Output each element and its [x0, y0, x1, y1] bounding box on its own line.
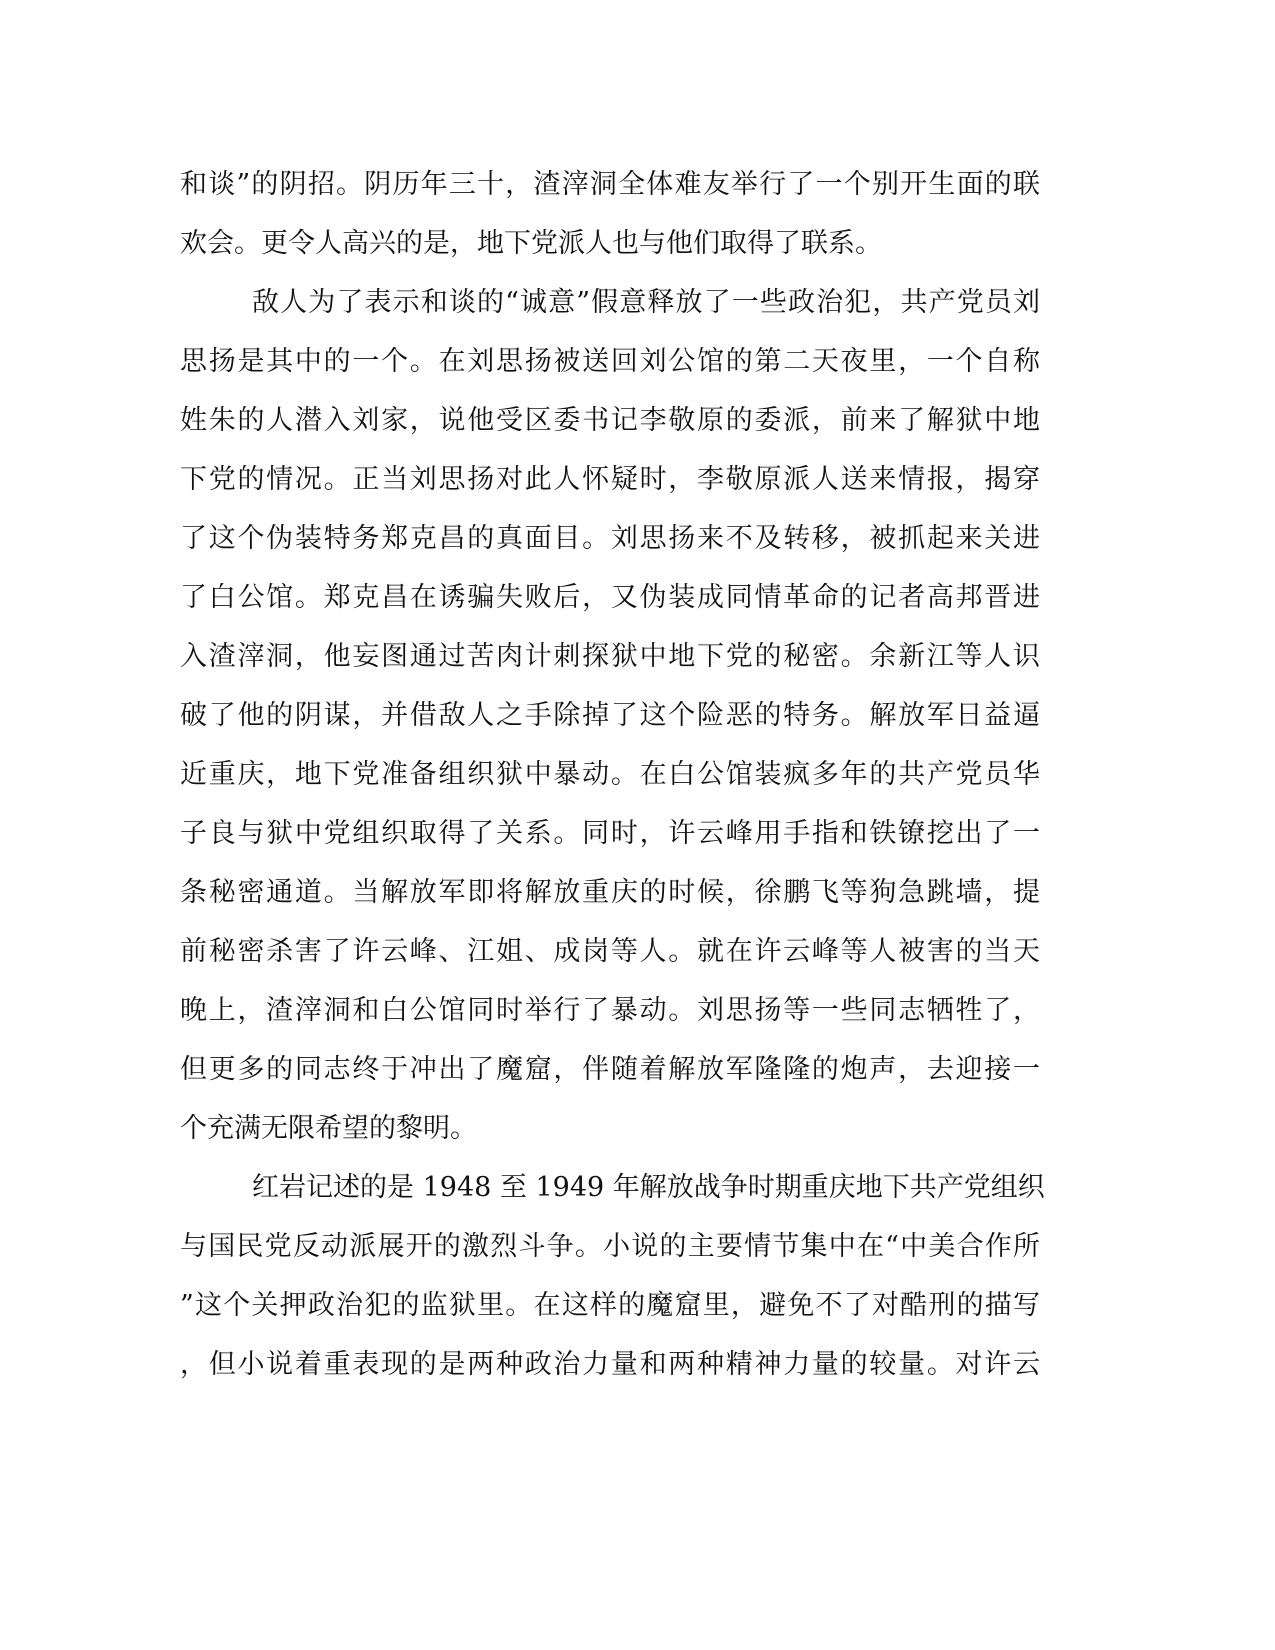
text-line: 近重庆，地下党准备组织狱中暴动。在白公馆装疯多年的共产党员华 — [180, 759, 1040, 790]
text-line: 与国民党反动派展开的激烈斗争。小说的主要情节集中在“中美合作所 — [180, 1231, 1040, 1262]
text-line: ，但小说着重表现的是两种政治力量和两种精神力量的较量。对许云 — [180, 1349, 1040, 1380]
text-line: 红岩记述的是 1948 至 1949 年解放战争时期重庆地下共产党组织 — [252, 1172, 1045, 1203]
text-line: 前秘密杀害了许云峰、江姐、成岗等人。就在许云峰等人被害的当天 — [180, 936, 1040, 967]
text-line: 子良与狱中党组织取得了关系。同时，许云峰用手指和铁镣挖出了一 — [180, 818, 1040, 849]
text-line: 破了他的阴谋，并借敌人之手除掉了这个险恶的特务。解放军日益逼 — [180, 700, 1040, 731]
text-line: 了白公馆。郑克昌在诱骗失败后，又伪装成同情革命的记者高邦晋进 — [180, 582, 1040, 613]
text-line: 入渣滓洞，他妄图通过苦肉计刺探狱中地下党的秘密。余新江等人识 — [180, 641, 1040, 672]
text-line: 了这个伪装特务郑克昌的真面目。刘思扬来不及转移，被抓起来关进 — [180, 523, 1040, 554]
text-line: 敌人为了表示和谈的“诚意”假意释放了一些政治犯，共产党员刘 — [252, 287, 1040, 318]
text-line: 和谈”的阴招。阴历年三十，渣滓洞全体难友举行了一个别开生面的联 — [180, 169, 1040, 200]
text-line: ”这个关押政治犯的监狱里。在这样的魔窟里，避免不了对酷刑的描写 — [180, 1290, 1040, 1321]
body-text — [180, 155, 1045, 1394]
text-line: 但更多的同志终于冲出了魔窟，伴随着解放军隆隆的炮声，去迎接一 — [180, 1054, 1040, 1085]
text-line: 下党的情况。正当刘思扬对此人怀疑时，李敬原派人送来情报，揭穿 — [180, 464, 1040, 495]
text-line: 晚上，渣滓洞和白公馆同时举行了暴动。刘思扬等一些同志牺牲了， — [180, 995, 1040, 1026]
text-line: 个充满无限希望的黎明。 — [180, 1113, 477, 1144]
text-line: 欢会。更令人高兴的是，地下党派人也与他们取得了联系。 — [180, 228, 882, 259]
text-line: 思扬是其中的一个。在刘思扬被送回刘公馆的第二天夜里，一个自称 — [180, 346, 1040, 377]
text-line: 条秘密通道。当解放军即将解放重庆的时候，徐鹏飞等狗急跳墙，提 — [180, 877, 1040, 908]
text-line: 姓朱的人潜入刘家，说他受区委书记李敬原的委派，前来了解狱中地 — [180, 405, 1040, 436]
